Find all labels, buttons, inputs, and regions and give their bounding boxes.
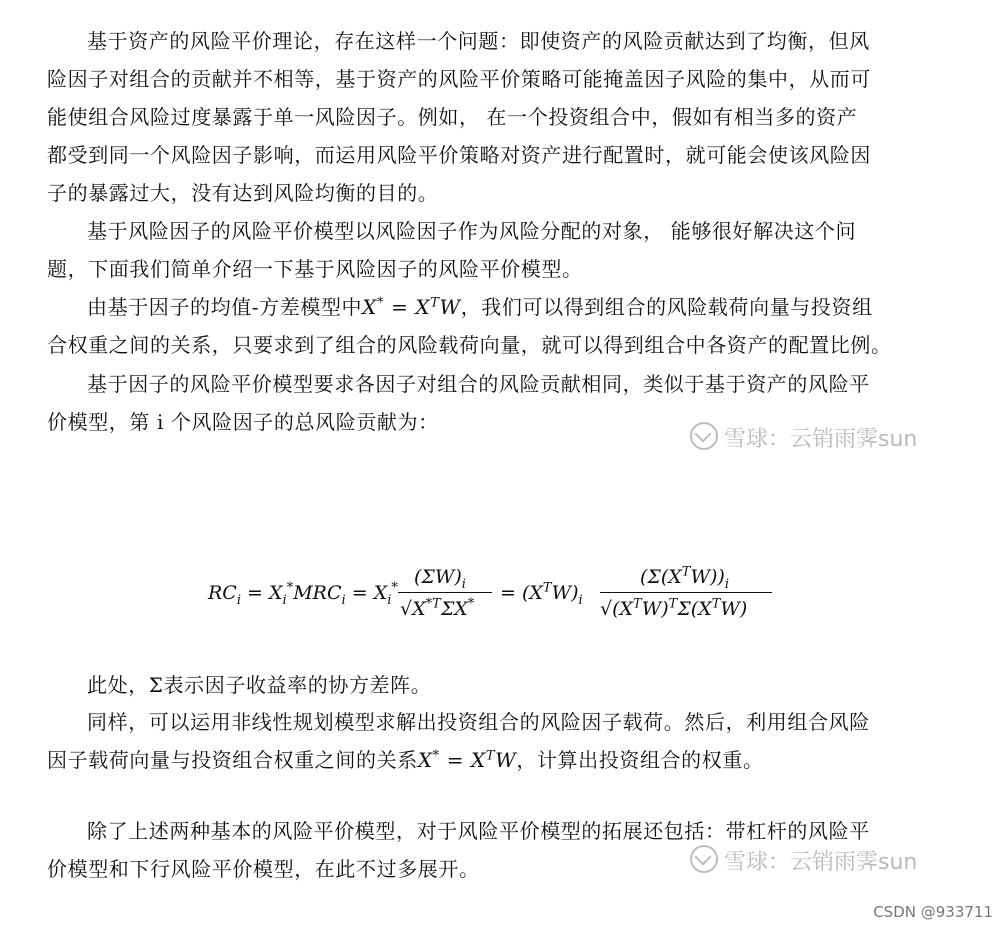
paragraph-factor-model	[47, 365, 952, 441]
text-line: 同样，可以运用非线性规划模型求解出投资组合的风险因子载荷。然后，利用组合风险	[87, 710, 870, 734]
inline-formula: $X^* = X^TW$	[362, 295, 461, 319]
text-line: 合权重之间的关系，只要求到了组合的风险载荷向量，就可以得到组合中各资产的配置比例。	[47, 333, 892, 357]
xueqiu-watermark: 雪球：云销雨霁sun	[690, 422, 917, 453]
text-line: 子的暴露过大，没有达到风险均衡的目的。	[47, 181, 439, 205]
paragraph-risk-parity-factor	[47, 212, 952, 288]
paragraph-sigma-note	[47, 666, 952, 704]
text-line: 都受到同一个风险因子影响，而运用风险平价策略对资产进行配置时，就可能会使该风险因	[47, 143, 871, 167]
text-line: 价模型，第 i 个风险因子的总风险贡献为：	[47, 410, 439, 434]
xueqiu-logo-icon	[690, 845, 718, 873]
xueqiu-watermark: 雪球：云销雨霁sun	[690, 845, 917, 876]
text-line: 除了上述两种基本的风险平价模型，对于风险平价模型的拓展还包括：带杠杆的风险平	[87, 819, 870, 843]
text-line: 由基于因子的均值-方差模型中$X^* = X^TW$，我们可以得到组合的风险载荷向量与投资组	[87, 295, 873, 319]
text-line: 险因子对组合的贡献并不相等，基于资产的风险平价策略可能掩盖因子风险的集中，从而可	[47, 67, 871, 91]
text-line: 价模型和下行风险平价模型，在此不过多展开。	[47, 857, 480, 881]
paragraph-mean-variance	[47, 288, 952, 364]
text-line: 基于资产的风险平价理论，存在这样一个问题：即使资产的风险贡献达到了均衡，但风	[87, 29, 870, 53]
paragraph-nonlinear-programming	[47, 703, 952, 779]
csdn-watermark: CSDN @933711	[873, 903, 993, 921]
text-line: 此处，Σ表示因子收益率的协方差阵。	[87, 673, 432, 697]
text-line: 基于风险因子的风险平价模型以风险因子作为风险分配的对象， 能够很好解决这个问	[87, 219, 857, 243]
text-line: 能使组合风险过度暴露于单一风险因子。例如， 在一个投资组合中，假如有相当多的资产	[47, 105, 858, 129]
inline-formula: $X^* = X^TW$	[417, 748, 517, 772]
text-line: 基于因子的风险平价模型要求各因子对组合的风险贡献相同，类似于基于资产的风险平	[87, 372, 870, 396]
paragraph-risk-parity-asset	[47, 22, 952, 212]
text-line: 因子载荷向量与投资组合权重之间的关系$X^* = X^TW$，计算出投资组合的权重。	[47, 748, 764, 772]
text-line: 题，下面我们简单介绍一下基于风险因子的风险平价模型。	[47, 257, 583, 281]
risk-contribution-formula: $RC_i = X_i^*MRC_i = X_i^*$ $(\Sigma W)_i$ $√X^{*T}\Sigma X^*$ = $(X^TW)_i$ $(\Sigma(X^TW))_i$ $√(X^TW)^T\Sigma(X^TW)$	[208, 556, 808, 636]
